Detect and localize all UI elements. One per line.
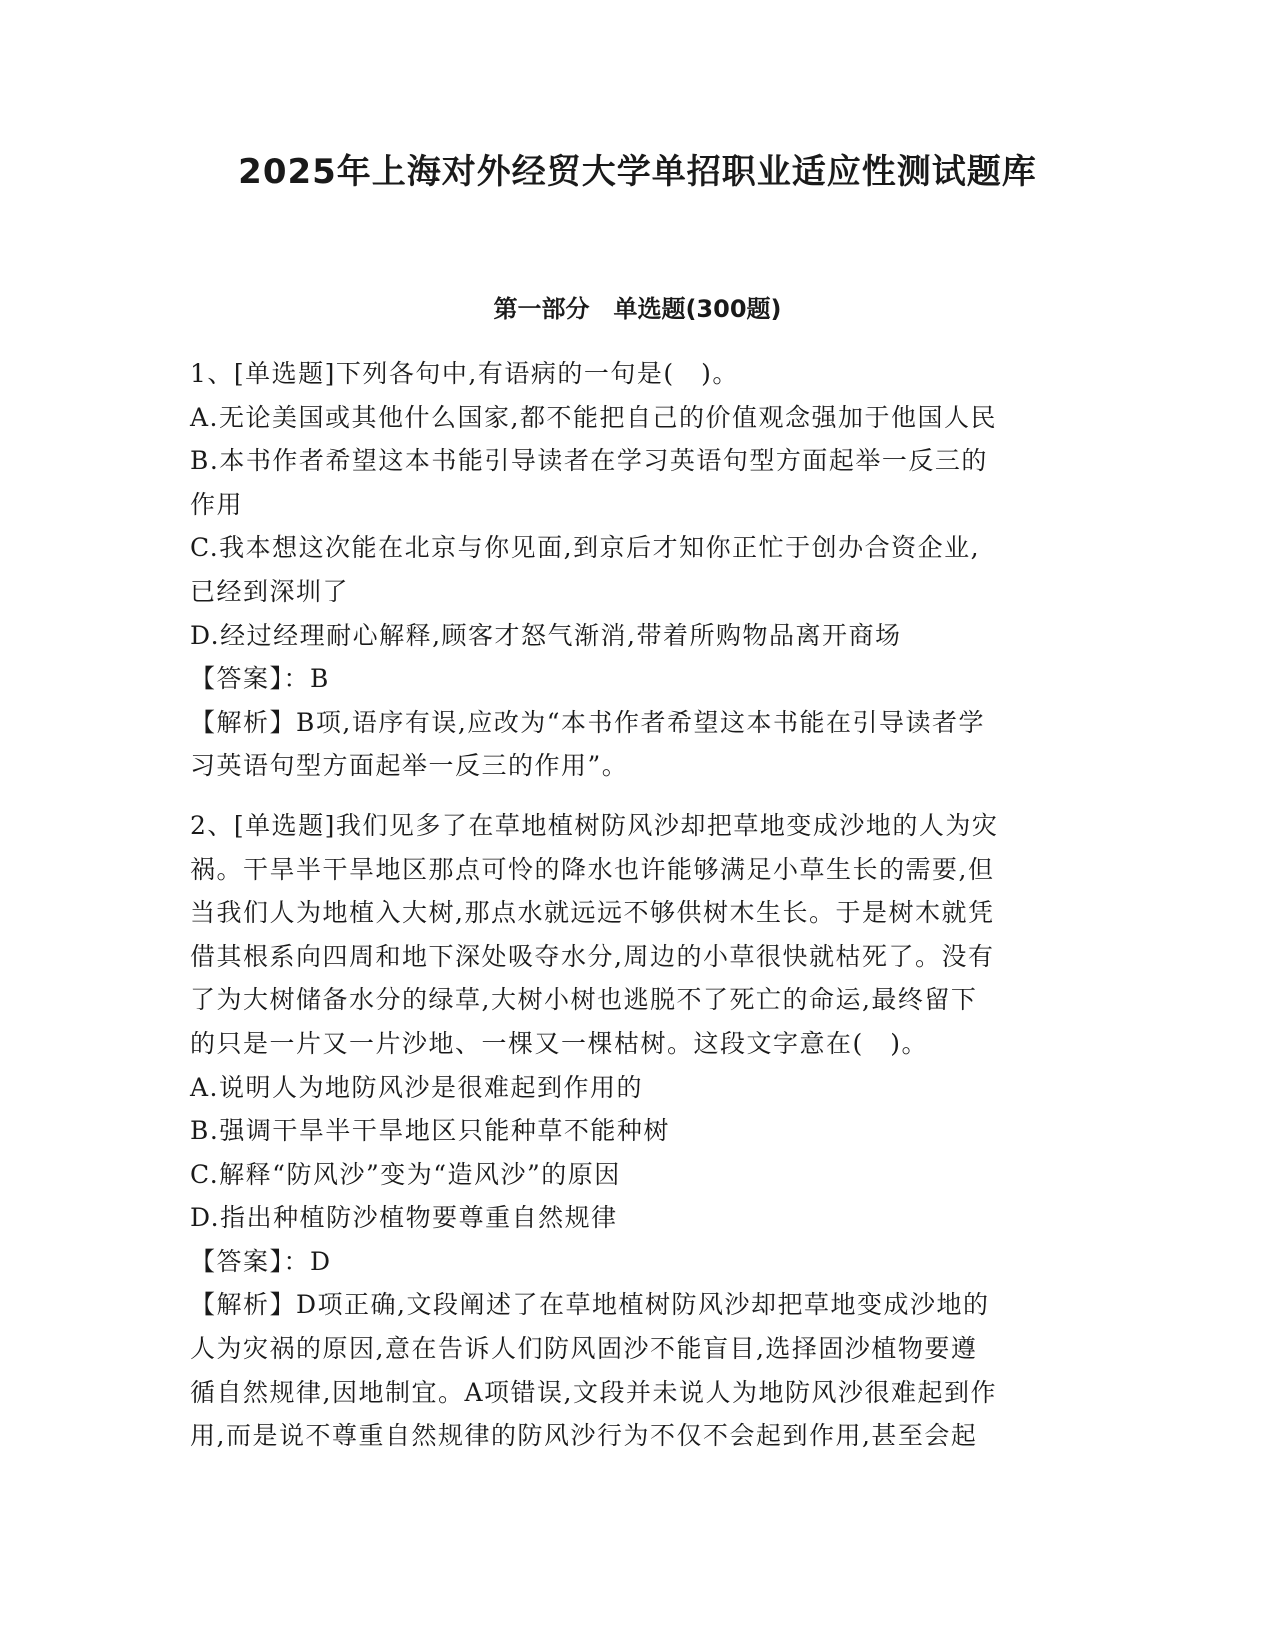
option-c: C.解释“防风沙”变为“造风沙”的原因 — [190, 1159, 621, 1189]
analysis-line: 习英语句型方面起举一反三的作用”。 — [190, 751, 629, 781]
option-a: A.说明人为地防风沙是很难起到作用的 — [190, 1072, 644, 1102]
option-c-continued: 已经到深圳了 — [190, 576, 350, 606]
option-d: D.经过经理耐心解释,顾客才怒气渐消,带着所购物品离开商场 — [190, 620, 902, 650]
option-b: B.本书作者希望这本书能引导读者在学习英语句型方面起举一反三的 — [190, 446, 988, 476]
question-stem: 1、[单选题]下列各句中,有语病的一句是( )。 — [190, 359, 739, 388]
option-c: C.我本想这次能在北京与你见面,到京后才知你正忙于创办合资企业, — [190, 533, 981, 563]
answer-line: 【答案】：D — [190, 1246, 332, 1276]
section-title: 第一部分 单选题(300题) — [493, 295, 782, 323]
question-stem: 的只是一片又一片沙地、一棵又一棵枯树。这段文字意在( )。 — [190, 1028, 929, 1058]
analysis-line: 【解析】D项正确,文段阐述了在草地植树防风沙却把草地变成沙地的 — [190, 1290, 990, 1320]
analysis-line: 【解析】B项,语序有误,应改为“本书作者希望这本书能在引导读者学 — [190, 707, 986, 737]
answer-line: 【答案】：B — [190, 664, 330, 694]
option-b-continued: 作用 — [190, 489, 244, 519]
question-stem: 祸。干旱半干旱地区那点可怜的降水也许能够满足小草生长的需要,但 — [190, 854, 995, 884]
document-title: 2025年上海对外经贸大学单招职业适应性测试题库 — [238, 152, 1037, 192]
question-2 — [190, 804, 1090, 1458]
question-stem: 2、[单选题]我们见多了在草地植树防风沙却把草地变成沙地的人为灾 — [190, 810, 999, 840]
question-list — [190, 352, 1090, 1458]
option-a: A.无论美国或其他什么国家,都不能把自己的价值观念强加于他国人民 — [190, 402, 997, 432]
question-stem: 了为大树储备水分的绿草,大树小树也逃脱不了死亡的命运,最终留下 — [190, 985, 978, 1015]
question-stem: 借其根系向四周和地下深处吸夺水分,周边的小草很快就枯死了。没有 — [190, 941, 995, 971]
analysis-line: 循自然规律,因地制宜。A项错误,文段并未说人为地防风沙很难起到作 — [190, 1377, 997, 1407]
option-b: B.强调干旱半干旱地区只能种草不能种树 — [190, 1116, 670, 1146]
question-stem: 当我们人为地植入大树,那点水就远远不够供树木生长。于是树木就凭 — [190, 898, 995, 928]
question-1 — [190, 352, 1090, 788]
option-d: D.指出种植防沙植物要尊重自然规律 — [190, 1203, 618, 1233]
analysis-line: 人为灾祸的原因,意在告诉人们防风固沙不能盲目,选择固沙植物要遵 — [190, 1334, 978, 1364]
analysis-line: 用,而是说不尊重自然规律的防风沙行为不仅不会起到作用,甚至会起 — [190, 1421, 978, 1451]
